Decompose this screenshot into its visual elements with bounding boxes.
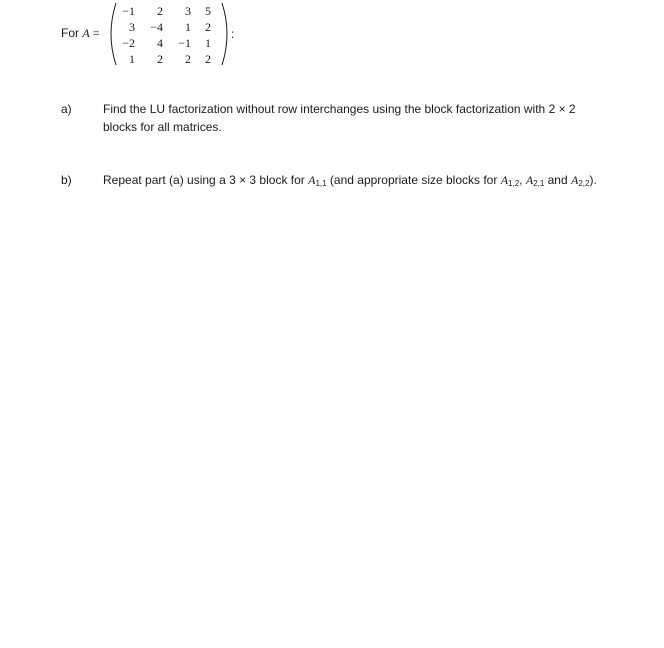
matrix-cell-r3-c1: −2 bbox=[122, 36, 135, 50]
block-a11: A bbox=[308, 173, 316, 187]
matrix-cell-r3-c2: 4 bbox=[157, 36, 163, 50]
matrix-intro-label bbox=[61, 26, 99, 41]
matrix-cell-r1-c1: −1 bbox=[122, 4, 135, 18]
matrix-cell-r1-c3: 3 bbox=[185, 4, 191, 18]
problem-a-letter: a) bbox=[61, 102, 72, 116]
matrix-cell-r2-c3: 1 bbox=[185, 20, 191, 34]
separator-comma: , bbox=[519, 173, 526, 187]
matrix-cell-r4-c2: 2 bbox=[157, 52, 163, 66]
block-a22-subscript: 2,2 bbox=[578, 179, 590, 188]
block-a12-subscript: 1,2 bbox=[508, 179, 520, 188]
matrix-cell-r3-c3: −1 bbox=[178, 36, 191, 50]
block-a21: A bbox=[525, 173, 534, 187]
matrix-cell-r2-c4: 2 bbox=[205, 20, 211, 34]
problem-a-text: Find the LU factorization without row interchanges using the block factorization with 2 × 2 blocks for all matrices. bbox=[103, 102, 576, 134]
block-a12: A bbox=[500, 173, 509, 187]
block-a22: A bbox=[571, 173, 579, 187]
right-paren bbox=[222, 3, 227, 65]
matrix-cell-r1-c2: 2 bbox=[157, 4, 163, 18]
problem-b-text-mid: (and appropriate size blocks for bbox=[326, 173, 501, 187]
block-a21-subscript: 2,1 bbox=[533, 179, 545, 188]
problem-b-text-end: ). bbox=[589, 173, 597, 187]
problem-b-text bbox=[103, 171, 603, 193]
matrix-cell-r2-c1: 3 bbox=[129, 20, 135, 34]
matrix-cell-r4-c3: 2 bbox=[185, 52, 191, 66]
problem-b-letter: b) bbox=[61, 173, 72, 187]
matrix-cell-r3-c4: 1 bbox=[205, 36, 211, 50]
colon: : bbox=[231, 27, 235, 41]
matrix-cell-r4-c1: 1 bbox=[129, 52, 135, 66]
problem-b-text-start: Repeat part (a) using a 3 × 3 block for bbox=[103, 173, 309, 187]
left-paren bbox=[111, 3, 116, 65]
matrix-definition bbox=[61, 0, 281, 68]
equals-sign: = bbox=[89, 26, 100, 40]
matrix-a bbox=[107, 0, 231, 68]
separator-and: and bbox=[544, 173, 571, 187]
for-word: For bbox=[61, 26, 83, 40]
matrix-variable: A bbox=[82, 26, 90, 40]
matrix-cell-r2-c2: −4 bbox=[150, 20, 163, 34]
matrix-cell-r1-c4: 5 bbox=[205, 4, 211, 18]
matrix-cell-r4-c4: 2 bbox=[205, 52, 211, 66]
block-a11-subscript: 1,1 bbox=[315, 179, 327, 188]
